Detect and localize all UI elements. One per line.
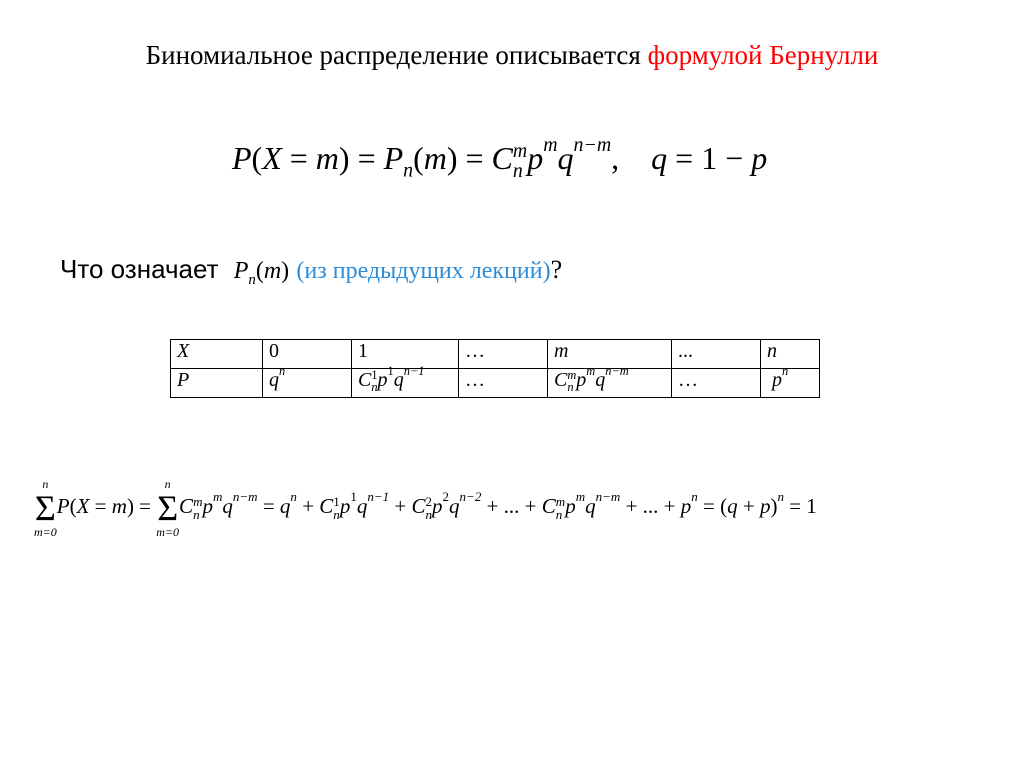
- table-cell: ...: [672, 340, 761, 369]
- slide-title: [60, 34, 964, 76]
- table-cell: n: [761, 340, 820, 369]
- table-cell: m: [548, 340, 672, 369]
- table-cell: C 1 n $p^1q^{n-1}$: [352, 369, 459, 398]
- table-cell: …: [672, 369, 761, 398]
- table-cell: X: [171, 340, 263, 369]
- table-row: [171, 369, 820, 398]
- table-cell: …: [459, 340, 548, 369]
- sum-sign: n Σ m=0: [156, 477, 180, 539]
- title-highlight: формулой Бернулли: [647, 40, 879, 70]
- distribution-table: [170, 339, 820, 398]
- table-cell: $p^n$: [761, 369, 820, 398]
- question-symbol: $P_n(m)$: [233, 258, 290, 288]
- table-cell: 0: [263, 340, 352, 369]
- sum-formula: n Σ m=0 P(X = m) = n Σ m=0 C m n $p^mq^{n-m} = q^n + C$ 1 n $p^1q^{n-1} + C$ 2 n $p^2q^{n-2}$ + ... + C m n $p^mq^{n-m}$ + ... + $p^n = (q + p)^n = 1$: [34, 477, 817, 539]
- bernoulli-formula: $P(X = m) = P_n(m) = C$ m n $p^mq^{n-m}$, q = 1 − p: [232, 134, 768, 182]
- table-cell: C m n $p^mq^{n-m}$: [548, 369, 672, 398]
- table-row: [171, 340, 820, 369]
- question-text: Что означает: [60, 254, 219, 284]
- table-cell: 1: [352, 340, 459, 369]
- title-text: Биномиальное распределение описывается: [145, 40, 648, 70]
- table-cell: P: [171, 369, 263, 398]
- table-cell: $q^n$: [263, 369, 352, 398]
- question: [60, 254, 562, 289]
- table-cell: …: [459, 369, 548, 398]
- sum-sign: n Σ m=0: [34, 477, 57, 539]
- question-mark: ?: [550, 255, 563, 284]
- question-reference: (из предыдущих лекций): [296, 258, 551, 284]
